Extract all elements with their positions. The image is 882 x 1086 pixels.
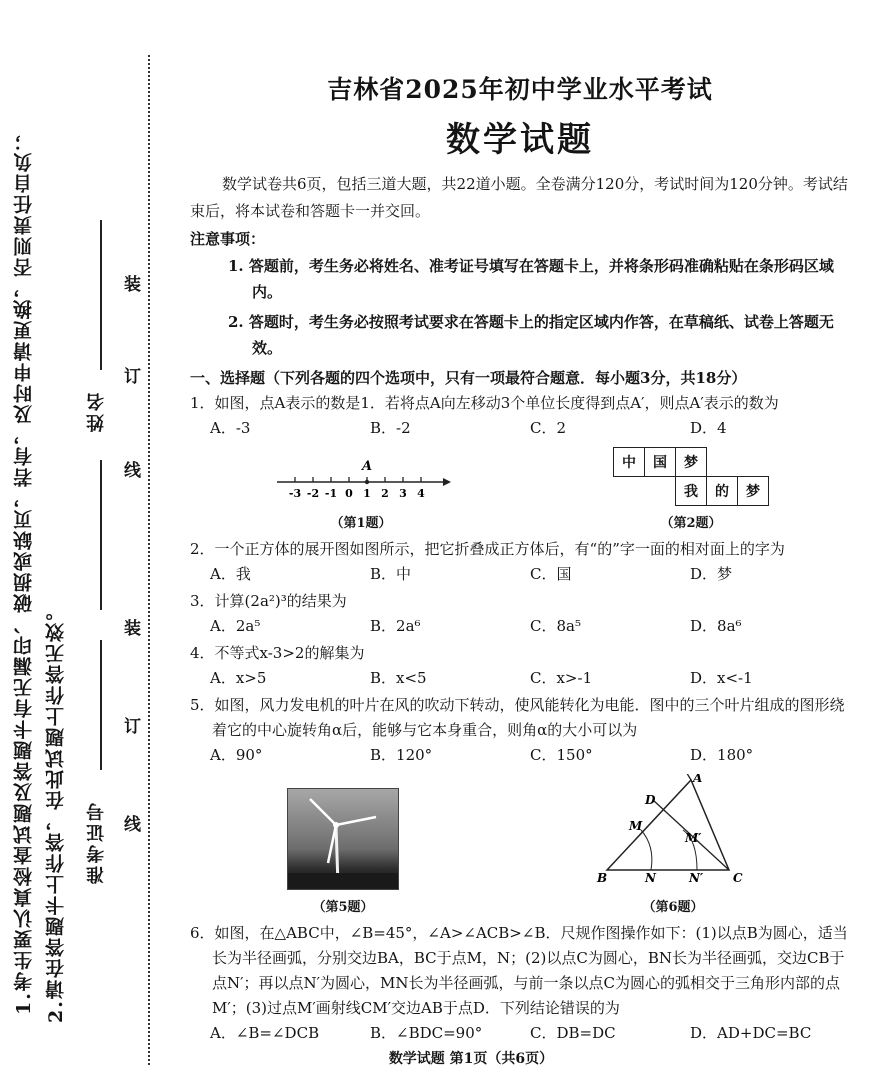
margin-notes — [6, 130, 66, 1030]
figure-5-caption: （第5题） — [312, 900, 374, 915]
binding-marks — [120, 260, 146, 840]
option: C．DB=DC — [530, 1024, 616, 1042]
binding-mark: 装 — [124, 619, 141, 639]
intro-paragraph: 数学试卷共6页，包括三道大题，共22道小题。全卷满分120分，考试时间为120分钟。考试结束后，将本试卷和答题卡一并交回。 — [190, 175, 848, 220]
option: D．梦 — [690, 565, 733, 583]
exam-no-label: 准考证号 — [86, 800, 107, 884]
option: C．2 — [530, 419, 567, 437]
subject-title: 数学试题 — [446, 120, 594, 160]
option: D．8a⁶ — [690, 617, 742, 635]
option: B．∠BDC=90° — [370, 1024, 483, 1042]
number-line-tick-label: 3 — [399, 487, 407, 500]
point-a-label: A — [361, 459, 373, 474]
option: B．120° — [370, 746, 433, 764]
binding-mark: 线 — [124, 461, 141, 481]
label-c: C — [733, 871, 743, 885]
options-q4 — [190, 666, 850, 691]
option: A．-3 — [210, 419, 251, 437]
section-heading: 一、选择题（下列各题的四个选项中，只有一项最符合题意．每小题3分，共18分） — [190, 369, 747, 387]
number-line-tick-label: -1 — [324, 487, 338, 500]
net-cell: 的 — [707, 477, 738, 506]
label-d: D — [645, 793, 656, 807]
option: A．我 — [210, 565, 251, 583]
figures-5-6 — [190, 774, 850, 915]
option: B．-2 — [370, 419, 411, 437]
number-line-tick-label: -3 — [288, 487, 302, 500]
option: A．90° — [210, 746, 263, 764]
options-q1 — [190, 416, 850, 441]
number-line-tick-label: 0 — [345, 487, 353, 500]
option: C．8a⁵ — [530, 617, 581, 635]
option: C．150° — [530, 746, 593, 764]
option: B．中 — [370, 565, 412, 583]
figure-6 — [593, 774, 753, 915]
binding-mark: 装 — [124, 275, 141, 295]
notice-item: 2. 答题时，考生务必按照考试要求在答题卡上的指定区域内作答，在草稿纸、试卷上答题无效。 — [228, 313, 834, 357]
question-6: 6．如图，在△ABC中，∠B=45°，∠A>∠ACB>∠B．尺规作图操作如下：(1)以点B为圆心，适当长为半径画弧，分别交边BA，BC于点M，N；(2)以点C为圆心，BN长为半径画弧，交边CB于点N′；再以点N′为圆心，MN长为半径画弧，与前一条以点C为圆心的弧相交于三角形内部的点M′；(3)过点M′画射线CM′交边AB于点D．下列结论错误的为 — [190, 924, 848, 1017]
option: D．180° — [690, 746, 754, 764]
figure-6-caption: （第6题） — [642, 900, 704, 915]
options-q5 — [190, 743, 850, 768]
question-2: 2．一个正方体的展开图如图所示，把它折叠成正方体后，有“的”字一面的相对面上的字为 — [190, 540, 785, 558]
label-m: M — [629, 819, 643, 833]
option: B．2a⁶ — [370, 617, 421, 635]
net-cell: 梦 — [676, 448, 707, 477]
notice-heading: 注意事项： — [190, 230, 266, 248]
option: D．x<-1 — [690, 669, 753, 687]
label-b: B — [597, 871, 608, 885]
number-line-tick-label: 4 — [417, 487, 425, 500]
binding-mark: 订 — [124, 717, 141, 737]
figure-5 — [287, 788, 399, 915]
question-5: 5．如图，风力发电机的叶片在风的吹动下转动，使风能转化为电能．图中的三个叶片组成的图形绕着它的中心旋转角α后，能够与它本身重合，则角α的大小可以为 — [190, 696, 845, 739]
label-n: N — [645, 871, 656, 885]
wind-turbine-icon — [288, 789, 398, 889]
option: A．∠B=∠DCB — [210, 1024, 320, 1042]
label-n-prime: N′ — [689, 871, 704, 885]
net-cell: 梦 — [738, 477, 769, 506]
name-line — [100, 220, 102, 370]
net-cell: 我 — [676, 477, 707, 506]
number-line-tick-label: 2 — [381, 487, 389, 500]
number-line-tick-label: -2 — [306, 487, 320, 500]
exam-no-line — [100, 640, 102, 770]
cube-net-diagram — [613, 447, 769, 506]
option: C．x>-1 — [530, 669, 593, 687]
net-cell: 中 — [614, 448, 645, 477]
question-4: 4．不等式x-3>2的解集为 — [190, 644, 365, 662]
figure-2-caption: （第2题） — [660, 516, 722, 531]
options-q6 — [190, 1021, 850, 1046]
label-m-prime: M′ — [685, 831, 702, 845]
figure-1-caption: （第1题） — [330, 516, 392, 531]
name-label: 姓名 — [86, 390, 107, 432]
exam-title: 吉林省2025年初中学业水平考试 — [327, 75, 713, 104]
label-a: A — [693, 774, 703, 785]
binding-dotted-line — [148, 55, 150, 1065]
option: A．2a⁵ — [210, 617, 261, 635]
option: A．x>5 — [210, 669, 267, 687]
options-q2 — [190, 562, 850, 587]
point-a — [365, 480, 369, 484]
wind-turbine-photo — [287, 788, 399, 890]
number-line-diagram — [271, 456, 451, 502]
number-line-tick-label: 1 — [363, 487, 371, 500]
margin-note-2: 2.请在答题卡上作答，在此试题上作答无效。 — [45, 600, 67, 1023]
figure-2 — [613, 447, 769, 531]
page-footer: 数学试题 第1页（共6页） — [388, 1051, 554, 1067]
question-3: 3．计算(2a²)³的结果为 — [190, 592, 347, 610]
triangle-construction-diagram — [593, 774, 753, 886]
question-1: 1．如图，点A表示的数是1．若将点A向左移动3个单位长度得到点A′，则点A′表示的数为 — [190, 394, 779, 412]
figures-1-2 — [190, 447, 850, 531]
option: B．x<5 — [370, 669, 427, 687]
options-q3 — [190, 614, 850, 639]
binding-mark: 线 — [124, 815, 141, 835]
name-line-2 — [100, 460, 102, 610]
option: D．4 — [690, 419, 727, 437]
option: C．国 — [530, 565, 572, 583]
figure-1 — [271, 456, 451, 531]
margin-note-1: 1.考生要认真检查试题及答题卡有无漏印、破损或缺页，若有，及时申请更换，否则责任自负； — [13, 130, 35, 1015]
net-cell: 国 — [645, 448, 676, 477]
main-content — [190, 60, 850, 1048]
notice-item: 1. 答题前，考生务必将姓名、准考证号填写在答题卡上，并将条形码准确粘贴在条形码区域内。 — [228, 257, 834, 301]
option: D．AD+DC=BC — [690, 1024, 812, 1042]
binding-mark: 订 — [124, 367, 141, 387]
